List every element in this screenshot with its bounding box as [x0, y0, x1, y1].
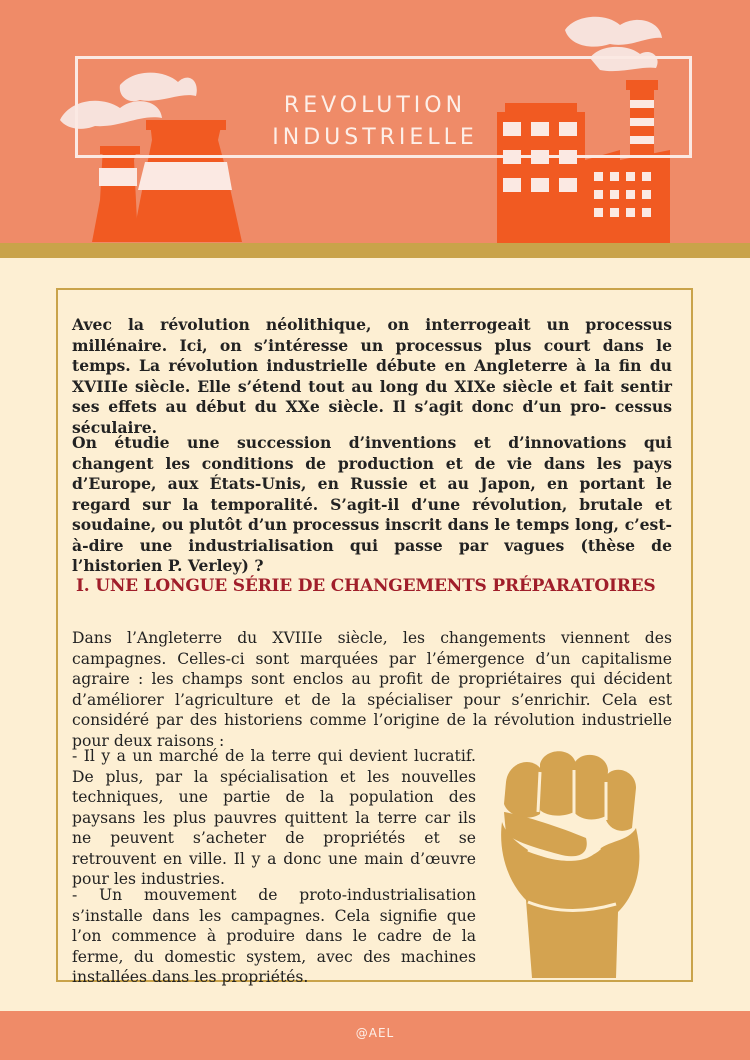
bullet-point-2: - Un mouvement de proto-industrialisation s’installe dans les campagnes. Cela signifie que l’on commence à produire dans le cadre de la ferme, du domestic system, avec des machines installées dans les propriétés. [72, 886, 476, 986]
section-paragraph: Dans l’Angleterre du XVIIIe siècle, les changements viennent des campagnes. Celles-ci sont marquées par l’émergence d’un capitalisme agraire : les champs sont enclos au profit de propriétaires qui décident d’améliorer l’agriculture et de la spécialiser pour s’enrichir. Cela est considéré par des historiens comme l’origine de la révolution industrielle pour deux raisons : [72, 629, 672, 750]
raised-fist-icon [488, 742, 658, 980]
intro-paragraph-2: On étudie une succession d’inventions et d’innovations qui changent les conditions de production et de vie dans les pays d’Europe, aux États-Unis, en Russie et au Japon, en portant le regard sur la temporalité. S’agit-il d’une révolution, brutale et soudaine, ou plutôt d’un processus inscrit dans le temps long, c’est-à-dire une industrialisation qui passe par vagues (thèse de l’historien P. Verley) ? [72, 433, 672, 575]
footer-credit: @AEL [355, 1026, 395, 1040]
page-title [250, 90, 500, 154]
section-heading: I. UNE LONGUE SÉRIE DE CHANGEMENTS PRÉPARATOIRES [76, 576, 656, 596]
bullet-point-1: - Il y a un marché de la terre qui devient lucratif. De plus, par la spécialisation et les nouvelles techniques, une partie de la population des paysans les plus pauvres quittent la terre car ils ne peuvent s’acheter de propriétés et se retrouvent en ville. Il y a donc une main d’œuvre pour les industries. [72, 747, 476, 888]
title-line-2: INDUSTRIELLE [272, 125, 478, 150]
intro-paragraph-1: Avec la révolution néolithique, on interrogeait un processus millénaire. Ici, on s’intéresse un processus plus court dans le temps. La révolution industrielle débute en Angleterre à la fin du XVIIIe siècle. Elle s’étend tout au long du XIXe siècle et fait sentir ses effets au début du XXe siècle. Il s’agit donc d’un pro- cessus séculaire. [72, 315, 672, 437]
title-line-1: REVOLUTION [283, 93, 467, 118]
header-stripe [0, 243, 750, 258]
